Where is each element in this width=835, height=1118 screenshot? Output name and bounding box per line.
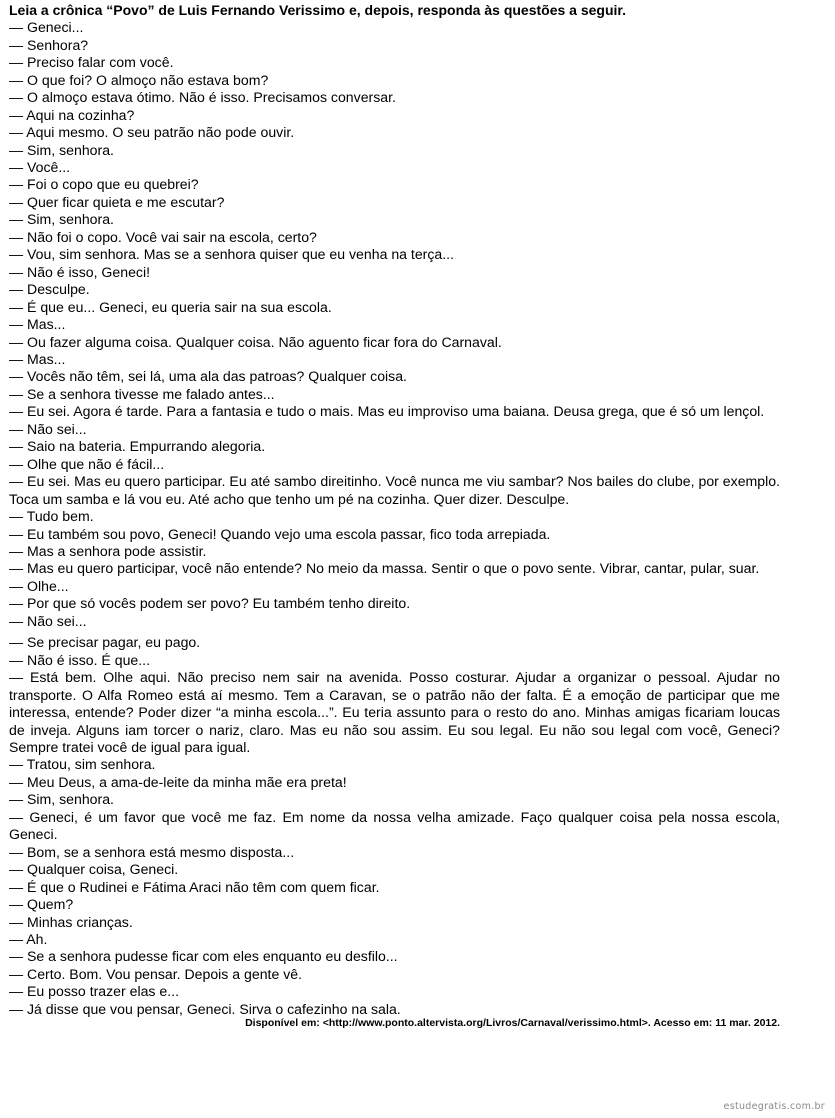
dialogue-line: — Já disse que vou pensar, Geneci. Sirva o cafezinho na sala. xyxy=(9,1000,401,1017)
dialogue-line: — Aqui na cozinha? xyxy=(9,106,135,123)
dialogue-line: — Eu também sou povo, Geneci! Quando vejo uma escola passar, fico toda arrepiada. xyxy=(9,525,551,542)
dialogue-line: — Sim, senhora. xyxy=(9,141,114,158)
dialogue-text xyxy=(9,19,780,1018)
dialogue-line: — Se precisar pagar, eu pago. xyxy=(9,634,201,651)
dialogue-line: — Mas eu quero participar, você não entende? No meio da massa. Sentir o que o povo sente. Vibrar, cantar, pular, suar. xyxy=(9,560,760,577)
dialogue-line: — É que eu... Geneci, eu queria sair na sua escola. xyxy=(9,298,332,315)
document-page xyxy=(9,0,780,1030)
dialogue-line: — Vou, sim senhora. Mas se a senhora quiser que eu venha na terça... xyxy=(9,246,454,263)
dialogue-line: — Qualquer coisa, Geneci. xyxy=(9,861,179,878)
dialogue-line: — Eu sei. Agora é tarde. Para a fantasia e tudo o mais. Mas eu improviso uma baiana. Deusa grega, que é só um lençol. xyxy=(9,403,765,420)
dialogue-line: — Não sei... xyxy=(9,612,87,629)
site-watermark: estudegratis.com.br xyxy=(723,1101,825,1112)
dialogue-line: — Aqui mesmo. O seu patrão não pode ouvir. xyxy=(9,124,295,141)
dialogue-line: — Foi o copo que eu quebrei? xyxy=(9,176,199,193)
dialogue-line: — Certo. Bom. Vou pensar. Depois a gente vê. xyxy=(9,965,303,982)
dialogue-line: — Minhas crianças. xyxy=(9,913,133,930)
dialogue-line: — Não é isso, Geneci! xyxy=(9,263,150,280)
dialogue-line: — Meu Deus, a ama-de-leite da minha mãe era preta! xyxy=(9,773,347,790)
dialogue-line: — Vocês não têm, sei lá, uma ala das patroas? Qualquer coisa. xyxy=(9,368,407,385)
source-citation: Disponível em: <http://www.ponto.altervista.org/Livros/Carnaval/verissimo.html>. Acesso em: 11 mar. 2012. xyxy=(245,1017,780,1030)
dialogue-line: — Se a senhora pudesse ficar com eles enquanto eu desfilo... xyxy=(9,948,398,965)
dialogue-line: — Sim, senhora. xyxy=(9,211,114,228)
dialogue-line: — Geneci... xyxy=(9,19,84,36)
dialogue-line: — Olhe que não é fácil... xyxy=(9,455,165,472)
dialogue-line: — O almoço estava ótimo. Não é isso. Precisamos conversar. xyxy=(9,89,396,106)
dialogue-line: — Eu sei. Mas eu quero participar. Eu até sambo direitinho. Você nunca me viu sambar? Nos bailes do clube, por exemplo. Toca um samba e lá vou eu. Até acho que tenho um pé na cozinha. Quer dizer. Desculpe. xyxy=(9,473,780,507)
dialogue-line: — Bom, se a senhora está mesmo disposta... xyxy=(9,843,295,860)
dialogue-line: — Ah. xyxy=(9,930,48,947)
dialogue-line: — Tudo bem. xyxy=(9,508,94,525)
dialogue-line: — Quer ficar quieta e me escutar? xyxy=(9,193,225,210)
page-title: Leia a crônica “Povo” de Luis Fernando Verissimo e, depois, responda às questões a seguir. xyxy=(9,2,626,18)
dialogue-line: — Não foi o copo. Você vai sair na escola, certo? xyxy=(9,228,317,245)
dialogue-line: — Se a senhora tivesse me falado antes... xyxy=(9,385,275,402)
dialogue-line: — Não é isso. É que... xyxy=(9,651,151,668)
dialogue-line: — Desculpe. xyxy=(9,281,90,298)
dialogue-line: — Por que só vocês podem ser povo? Eu também tenho direito. xyxy=(9,595,411,612)
dialogue-line: — Mas... xyxy=(9,316,66,333)
dialogue-line: — Sim, senhora. xyxy=(9,791,114,808)
dialogue-line: — Tratou, sim senhora. xyxy=(9,756,156,773)
dialogue-line: — Quem? xyxy=(9,896,74,913)
dialogue-line: — Mas... xyxy=(9,351,66,368)
dialogue-line: — Ou fazer alguma coisa. Qualquer coisa. Não aguento ficar fora do Carnaval. xyxy=(9,333,502,350)
dialogue-line: — Você... xyxy=(9,159,71,176)
dialogue-line: — É que o Rudinei e Fátima Araci não têm com quem ficar. xyxy=(9,878,380,895)
dialogue-line: — Geneci, é um favor que você me faz. Em nome da nossa velha amizade. Faço qualquer coisa pela nossa escola, Geneci. xyxy=(9,808,780,843)
dialogue-line: — Olhe... xyxy=(9,577,69,594)
dialogue-line: — Não sei... xyxy=(9,420,87,437)
dialogue-line: — O que foi? O almoço não estava bom? xyxy=(9,71,269,88)
dialogue-line: — Saio na bateria. Empurrando alegoria. xyxy=(9,438,266,455)
dialogue-line: — Está bem. Olhe aqui. Não preciso nem sair na avenida. Posso costurar. Ajudar a organizar o pessoal. Ajudar no transporte. O Alfa Romeo está aí mesmo. Tem a Caravan, se o patrão não der falta. É a emoção de participar que me interessa, entende? Poder dizer “a minha escola...”. Eu teria assunto para o resto do ano. Minhas amigas ficariam loucas de inveja. Alguns iam torcer o nariz, claro. Mas eu não sou assim. Eu sou legal. Eu não sou legal com você, Geneci? Sempre tratei você de igual para igual. xyxy=(9,669,780,755)
dialogue-line: — Mas a senhora pode assistir. xyxy=(9,543,207,559)
dialogue-line: — Eu posso trazer elas e... xyxy=(9,983,179,1000)
dialogue-line: — Senhora? xyxy=(9,36,89,53)
dialogue-line: — Preciso falar com você. xyxy=(9,54,174,71)
